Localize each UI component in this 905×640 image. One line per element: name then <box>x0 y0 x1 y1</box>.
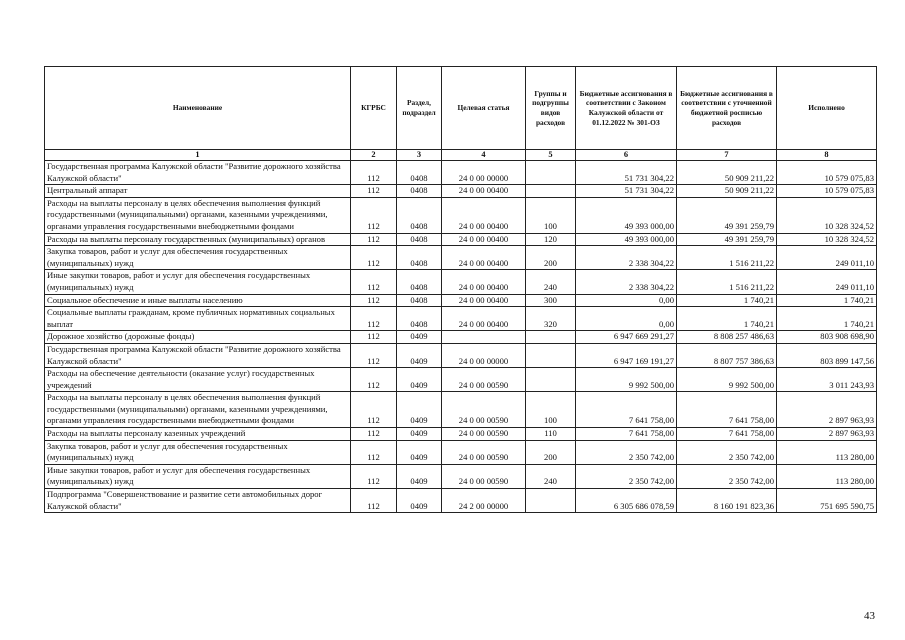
cell-expense-group <box>526 343 576 367</box>
cell-section: 0409 <box>397 343 442 367</box>
cell-expense-group <box>526 489 576 513</box>
cell-law-allocations: 6 947 169 191,27 <box>576 343 677 367</box>
cell-kgrbs: 112 <box>351 307 397 331</box>
cell-kgrbs: 112 <box>351 489 397 513</box>
table-row <box>45 294 877 307</box>
cell-kgrbs: 112 <box>351 392 397 428</box>
table-row <box>45 161 877 185</box>
table-row <box>45 440 877 464</box>
cell-name: Закупка товаров, работ и услуг для обеспечения государственных (муниципальных) нужд <box>45 440 351 464</box>
cell-refined-allocations: 50 909 211,22 <box>677 161 777 185</box>
cell-target-article <box>442 331 526 344</box>
cell-target-article: 24 0 00 00400 <box>442 233 526 246</box>
cell-kgrbs: 112 <box>351 246 397 270</box>
cell-kgrbs: 112 <box>351 331 397 344</box>
cell-law-allocations: 49 393 000,00 <box>576 197 677 233</box>
table-row <box>45 392 877 428</box>
cell-section: 0408 <box>397 246 442 270</box>
table-body <box>45 161 877 513</box>
cell-law-allocations: 2 338 304,22 <box>576 270 677 294</box>
cell-target-article: 24 0 00 00590 <box>442 368 526 392</box>
cell-executed: 249 011,10 <box>777 246 877 270</box>
cell-target-article: 24 0 00 00590 <box>442 464 526 488</box>
cell-section: 0408 <box>397 270 442 294</box>
table-row <box>45 307 877 331</box>
cell-refined-allocations: 49 391 259,79 <box>677 197 777 233</box>
cell-law-allocations: 6 947 669 291,27 <box>576 331 677 344</box>
header-law-allocations: Бюджетные ассигнования в соответствии с Законом Калужской области от 01.12.2022 № 301-ОЗ <box>576 67 677 150</box>
cell-executed: 3 011 243,93 <box>777 368 877 392</box>
cell-name: Закупка товаров, работ и услуг для обеспечения государственных (муниципальных) нужд <box>45 246 351 270</box>
table-row <box>45 233 877 246</box>
cell-expense-group: 240 <box>526 464 576 488</box>
cell-expense-group: 320 <box>526 307 576 331</box>
cell-expense-group <box>526 185 576 198</box>
cell-kgrbs: 112 <box>351 368 397 392</box>
header-section: Раздел, подраздел <box>397 67 442 150</box>
cell-name: Центральный аппарат <box>45 185 351 198</box>
cell-section: 0409 <box>397 440 442 464</box>
cell-target-article: 24 0 00 00400 <box>442 307 526 331</box>
cell-expense-group <box>526 161 576 185</box>
cell-refined-allocations: 1 740,21 <box>677 307 777 331</box>
cell-executed: 1 740,21 <box>777 294 877 307</box>
cell-law-allocations: 7 641 758,00 <box>576 392 677 428</box>
cell-section: 0408 <box>397 233 442 246</box>
table-row <box>45 331 877 344</box>
cell-executed: 249 011,10 <box>777 270 877 294</box>
cell-section: 0408 <box>397 307 442 331</box>
header-kgrbs: КГРБС <box>351 67 397 150</box>
cell-executed: 803 908 698,90 <box>777 331 877 344</box>
cell-law-allocations: 6 305 686 078,59 <box>576 489 677 513</box>
cell-name: Социальные выплаты гражданам, кроме публичных нормативных социальных выплат <box>45 307 351 331</box>
cell-refined-allocations: 2 350 742,00 <box>677 440 777 464</box>
cell-law-allocations: 2 338 304,22 <box>576 246 677 270</box>
cell-kgrbs: 112 <box>351 197 397 233</box>
cell-refined-allocations: 7 641 758,00 <box>677 392 777 428</box>
table-row <box>45 197 877 233</box>
cell-kgrbs: 112 <box>351 440 397 464</box>
cell-expense-group: 100 <box>526 197 576 233</box>
page-number: 43 <box>864 610 875 622</box>
cell-name: Расходы на выплаты персоналу в целях обеспечения выполнения функций государственными (муниципальными) органами, казенными учреждениями, органами управления государственными внебюджетными фондами <box>45 392 351 428</box>
cell-name: Государственная программа Калужской области "Развитие дорожного хозяйства Калужской области" <box>45 161 351 185</box>
cell-section: 0409 <box>397 464 442 488</box>
cell-name: Расходы на выплаты персоналу государственных (муниципальных) органов <box>45 233 351 246</box>
cell-kgrbs: 112 <box>351 233 397 246</box>
cell-name: Расходы на выплаты персоналу в целях обеспечения выполнения функций государственными (муниципальными) органами, казенными учреждениями, органами управления государственными внебюджетными фондами <box>45 197 351 233</box>
table-row <box>45 343 877 367</box>
column-number: 4 <box>442 150 526 161</box>
cell-law-allocations: 2 350 742,00 <box>576 440 677 464</box>
cell-expense-group: 110 <box>526 428 576 441</box>
cell-target-article: 24 0 00 00400 <box>442 246 526 270</box>
table-row <box>45 489 877 513</box>
cell-target-article: 24 0 00 00590 <box>442 392 526 428</box>
cell-refined-allocations: 2 350 742,00 <box>677 464 777 488</box>
cell-name: Подпрограмма "Совершенствование и развитие сети автомобильных дорог Калужской области" <box>45 489 351 513</box>
header-refined-allocations: Бюджетные ассигнования в соответствии с уточненной бюджетной росписью расходов <box>677 67 777 150</box>
column-number: 8 <box>777 150 877 161</box>
cell-executed: 1 740,21 <box>777 307 877 331</box>
cell-refined-allocations: 49 391 259,79 <box>677 233 777 246</box>
cell-target-article: 24 0 00 00000 <box>442 161 526 185</box>
header-name: Наименование <box>45 67 351 150</box>
cell-kgrbs: 112 <box>351 270 397 294</box>
table-row <box>45 464 877 488</box>
cell-section: 0409 <box>397 368 442 392</box>
cell-name: Расходы на обеспечение деятельности (оказание услуг) государственных учреждений <box>45 368 351 392</box>
column-number-row <box>45 150 877 161</box>
cell-expense-group: 120 <box>526 233 576 246</box>
cell-kgrbs: 112 <box>351 185 397 198</box>
cell-refined-allocations: 7 641 758,00 <box>677 428 777 441</box>
cell-law-allocations: 51 731 304,22 <box>576 185 677 198</box>
cell-kgrbs: 112 <box>351 161 397 185</box>
cell-section: 0409 <box>397 428 442 441</box>
cell-kgrbs: 112 <box>351 428 397 441</box>
cell-executed: 113 280,00 <box>777 464 877 488</box>
cell-name: Иные закупки товаров, работ и услуг для обеспечения государственных (муниципальных) нужд <box>45 270 351 294</box>
table-row <box>45 428 877 441</box>
cell-executed: 2 897 963,93 <box>777 392 877 428</box>
cell-executed: 10 579 075,83 <box>777 185 877 198</box>
cell-executed: 2 897 963,93 <box>777 428 877 441</box>
column-number: 3 <box>397 150 442 161</box>
cell-name: Государственная программа Калужской области "Развитие дорожного хозяйства Калужской области" <box>45 343 351 367</box>
cell-kgrbs: 112 <box>351 464 397 488</box>
cell-target-article: 24 0 00 00590 <box>442 428 526 441</box>
cell-expense-group: 100 <box>526 392 576 428</box>
cell-expense-group: 300 <box>526 294 576 307</box>
cell-target-article: 24 0 00 00400 <box>442 197 526 233</box>
header-executed: Исполнено <box>777 67 877 150</box>
cell-section: 0408 <box>397 185 442 198</box>
cell-target-article: 24 0 00 00000 <box>442 343 526 367</box>
cell-law-allocations: 9 992 500,00 <box>576 368 677 392</box>
cell-expense-group <box>526 331 576 344</box>
cell-section: 0409 <box>397 331 442 344</box>
cell-refined-allocations: 8 807 757 386,63 <box>677 343 777 367</box>
table-row <box>45 368 877 392</box>
cell-law-allocations: 7 641 758,00 <box>576 428 677 441</box>
cell-target-article: 24 0 00 00400 <box>442 294 526 307</box>
cell-law-allocations: 51 731 304,22 <box>576 161 677 185</box>
cell-refined-allocations: 50 909 211,22 <box>677 185 777 198</box>
header-expense-group: Группы и подгруппы видов расходов <box>526 67 576 150</box>
cell-name: Иные закупки товаров, работ и услуг для обеспечения государственных (муниципальных) нужд <box>45 464 351 488</box>
column-number: 5 <box>526 150 576 161</box>
cell-law-allocations: 2 350 742,00 <box>576 464 677 488</box>
cell-expense-group <box>526 368 576 392</box>
column-number: 6 <box>576 150 677 161</box>
table-header <box>45 67 877 161</box>
cell-section: 0409 <box>397 392 442 428</box>
cell-section: 0408 <box>397 294 442 307</box>
cell-expense-group: 240 <box>526 270 576 294</box>
cell-expense-group: 200 <box>526 440 576 464</box>
cell-refined-allocations: 8 808 257 486,63 <box>677 331 777 344</box>
header-target-article: Целевая статья <box>442 67 526 150</box>
cell-kgrbs: 112 <box>351 343 397 367</box>
cell-target-article: 24 0 00 00400 <box>442 270 526 294</box>
cell-section: 0409 <box>397 489 442 513</box>
cell-executed: 10 328 324,52 <box>777 197 877 233</box>
cell-law-allocations: 0,00 <box>576 294 677 307</box>
cell-name: Дорожное хозяйство (дорожные фонды) <box>45 331 351 344</box>
cell-executed: 803 899 147,56 <box>777 343 877 367</box>
column-number: 7 <box>677 150 777 161</box>
cell-target-article: 24 0 00 00590 <box>442 440 526 464</box>
table-row <box>45 185 877 198</box>
cell-expense-group: 200 <box>526 246 576 270</box>
cell-name: Социальное обеспечение и иные выплаты населению <box>45 294 351 307</box>
budget-table <box>44 66 877 513</box>
table-row <box>45 246 877 270</box>
cell-refined-allocations: 8 160 191 823,36 <box>677 489 777 513</box>
cell-target-article: 24 0 00 00400 <box>442 185 526 198</box>
cell-executed: 113 280,00 <box>777 440 877 464</box>
cell-section: 0408 <box>397 161 442 185</box>
cell-law-allocations: 0,00 <box>576 307 677 331</box>
column-number: 2 <box>351 150 397 161</box>
cell-law-allocations: 49 393 000,00 <box>576 233 677 246</box>
column-number: 1 <box>45 150 351 161</box>
cell-executed: 10 328 324,52 <box>777 233 877 246</box>
cell-name: Расходы на выплаты персоналу казенных учреждений <box>45 428 351 441</box>
table-row <box>45 270 877 294</box>
cell-refined-allocations: 9 992 500,00 <box>677 368 777 392</box>
cell-refined-allocations: 1 516 211,22 <box>677 246 777 270</box>
cell-refined-allocations: 1 740,21 <box>677 294 777 307</box>
cell-kgrbs: 112 <box>351 294 397 307</box>
cell-target-article: 24 2 00 00000 <box>442 489 526 513</box>
cell-refined-allocations: 1 516 211,22 <box>677 270 777 294</box>
cell-section: 0408 <box>397 197 442 233</box>
cell-executed: 10 579 075,83 <box>777 161 877 185</box>
cell-executed: 751 695 590,75 <box>777 489 877 513</box>
